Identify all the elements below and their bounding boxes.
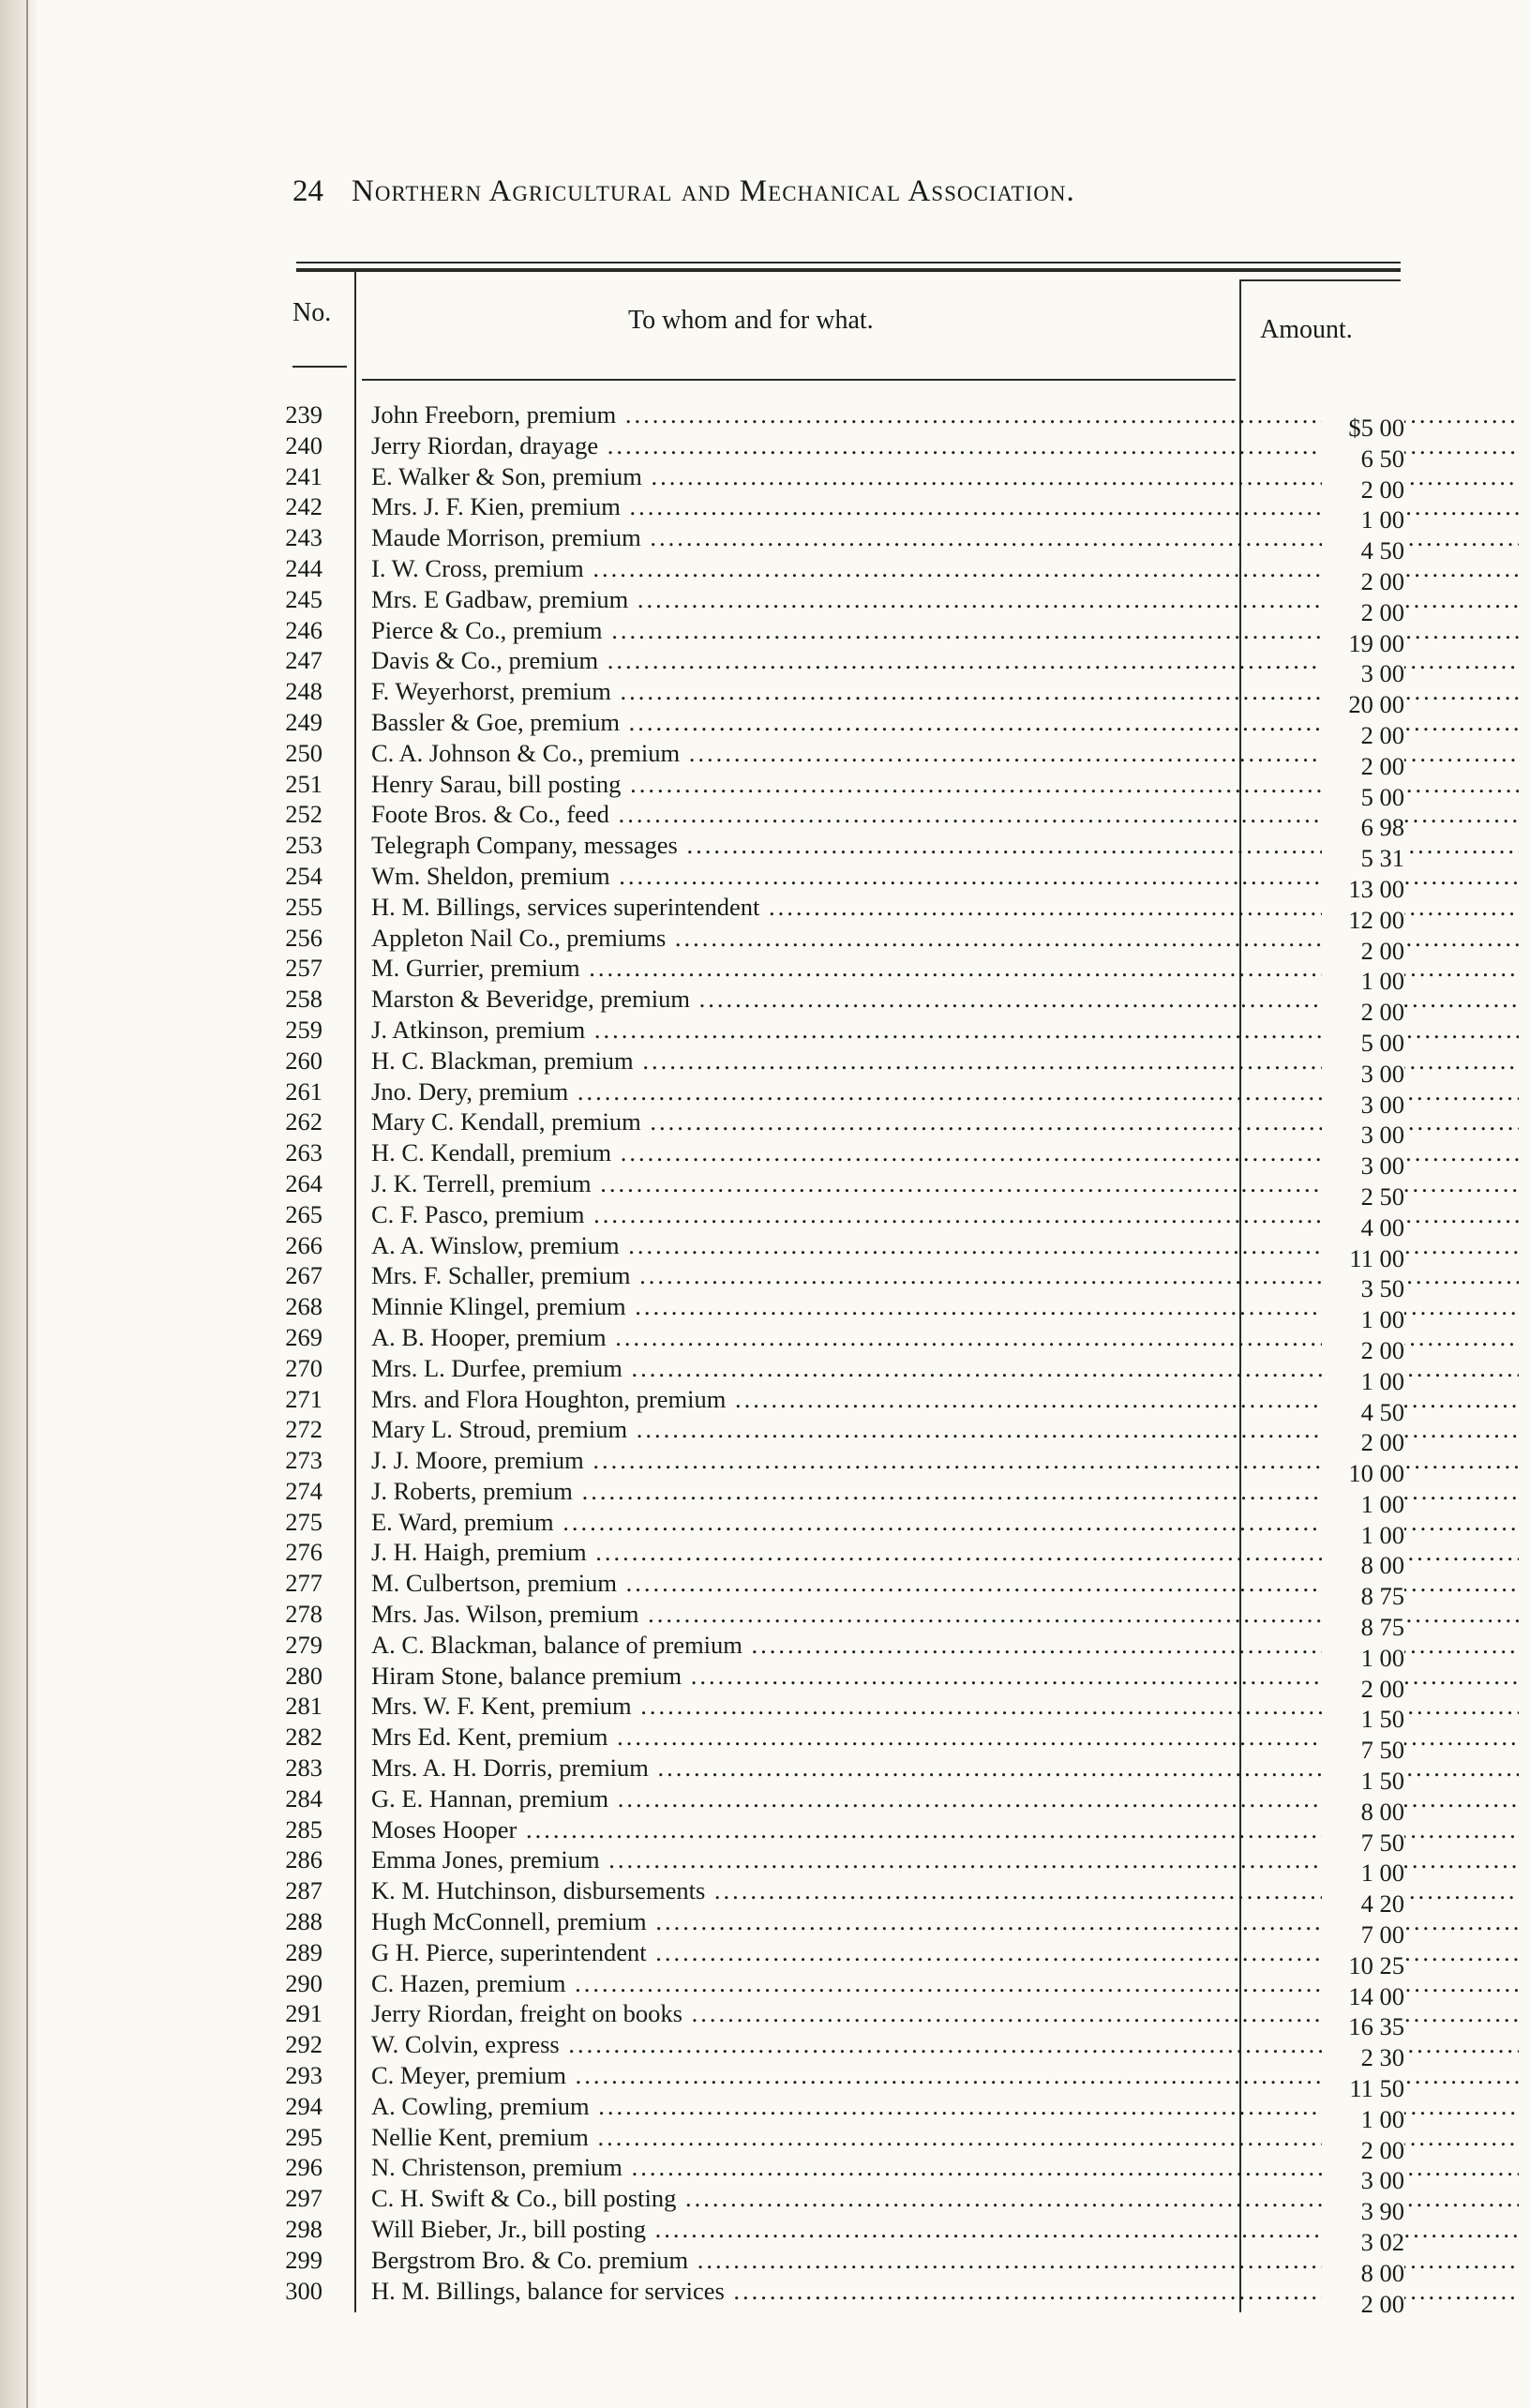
table-row <box>281 1107 1406 1150</box>
entry-amount: 3 00 <box>1322 1060 1404 1089</box>
entry-description: Foote Bros. & Co., feed ..... <box>371 800 1519 828</box>
table-row <box>281 2122 1406 2164</box>
entry-number: 244 <box>285 553 322 582</box>
entry-description: C. Hazen, premium ..... <box>371 1969 1519 1997</box>
entry-amount: 3 50 <box>1322 1274 1404 1303</box>
entry-amount: 6 98 <box>1322 813 1404 842</box>
entry-number: 267 <box>285 1261 322 1290</box>
entry-description: Jno. Dery, premium ..... <box>371 1077 1519 1106</box>
entry-description: Mrs. L. Durfee, premium ..... <box>371 1354 1519 1382</box>
entry-description: A. C. Blackman, balance of premium ..... <box>371 1631 1519 1659</box>
entry-number: 239 <box>285 400 322 429</box>
table-row <box>281 1845 1406 1888</box>
table-row <box>281 615 1406 657</box>
entry-amount: 5 00 <box>1322 1029 1404 1058</box>
entry-amount: 1 00 <box>1322 967 1404 996</box>
entry-number: 240 <box>285 430 322 459</box>
table-row <box>281 861 1406 903</box>
entry-number: 265 <box>285 1199 322 1228</box>
table-row <box>281 1907 1406 1949</box>
entry-number: 252 <box>285 800 322 829</box>
entry-number: 289 <box>285 1937 322 1966</box>
entry-number: 249 <box>285 707 322 736</box>
entry-amount: 5 31 <box>1322 844 1404 873</box>
entry-amount: 2 00 <box>1322 2136 1404 2165</box>
table-row <box>281 892 1406 934</box>
table-row <box>281 1230 1406 1272</box>
entry-description: C. Meyer, premium ..... <box>371 2061 1519 2089</box>
entry-description: Mrs. W. F. Kent, premium ..... <box>371 1692 1519 1720</box>
entry-amount: 1 00 <box>1322 1859 1404 1888</box>
table-row <box>281 1876 1406 1919</box>
table-row <box>281 1261 1406 1303</box>
table-row <box>281 1322 1406 1364</box>
top-rule-thin <box>296 262 1401 263</box>
table-row <box>281 523 1406 565</box>
entry-amount: 6 50 <box>1322 444 1404 474</box>
entry-amount: 11 00 <box>1322 1244 1404 1273</box>
table-row <box>281 1723 1406 1765</box>
entry-number: 264 <box>285 1168 322 1197</box>
entry-amount: 2 00 <box>1322 1428 1404 1457</box>
entry-description: E. Walker & Son, premium ..... <box>371 462 1519 490</box>
entry-number: 283 <box>285 1753 322 1783</box>
entry-number: 295 <box>285 2122 322 2151</box>
table-row <box>281 1168 1406 1211</box>
table-row <box>281 2215 1406 2257</box>
entry-number: 296 <box>285 2153 322 2182</box>
entry-amount: 11 50 <box>1322 2074 1404 2103</box>
table-row <box>281 1415 1406 1457</box>
entry-number: 281 <box>285 1692 322 1721</box>
entry-number: 276 <box>285 1538 322 1567</box>
entry-amount: 8 75 <box>1322 1582 1404 1611</box>
entry-description: M. Culbertson, premium ..... <box>371 1569 1519 1597</box>
entry-description: A. A. Winslow, premium ..... <box>371 1231 1519 1259</box>
entry-description: F. Weyerhorst, premium ..... <box>371 677 1519 705</box>
table-row <box>281 1692 1406 1734</box>
entry-number: 242 <box>285 492 322 521</box>
page-title: Northern Agricultural and Mechanical Association. <box>352 174 1075 208</box>
entry-number: 290 <box>285 1968 322 1997</box>
entry-number: 287 <box>285 1876 322 1905</box>
top-rule-third <box>1239 279 1401 281</box>
entry-number: 247 <box>285 646 322 675</box>
entry-number: 250 <box>285 738 322 767</box>
entry-description: J. Roberts, premium ..... <box>371 1477 1519 1505</box>
entry-amount: 2 00 <box>1322 752 1404 781</box>
table-row <box>281 2276 1406 2318</box>
table-row <box>281 2030 1406 2072</box>
entry-number: 294 <box>285 2091 322 2120</box>
entry-amount: 14 00 <box>1322 1982 1404 2011</box>
table-row <box>281 461 1406 504</box>
table-row <box>281 923 1406 965</box>
entry-amount: 7 00 <box>1322 1920 1404 1949</box>
entry-amount: 2 00 <box>1322 998 1404 1027</box>
table-row <box>281 1968 1406 2010</box>
entry-amount: 4 50 <box>1322 536 1404 565</box>
table-row <box>281 1538 1406 1580</box>
entry-number: 288 <box>285 1907 322 1936</box>
entry-description: C. H. Swift & Co., bill posting ..... <box>371 2184 1519 2212</box>
entry-number: 285 <box>285 1814 322 1844</box>
entry-description: A. Cowling, premium ..... <box>371 2092 1519 2120</box>
entry-number: 263 <box>285 1138 322 1167</box>
table-row <box>281 1783 1406 1826</box>
entry-number: 266 <box>285 1230 322 1259</box>
entry-description: C. F. Pasco, premium ..... <box>371 1200 1519 1228</box>
page-edge-shadow <box>0 0 39 2408</box>
entry-description: Mrs. F. Schaller, premium ..... <box>371 1261 1519 1289</box>
table-row <box>281 1814 1406 1857</box>
page-edge-line <box>26 0 28 2408</box>
entry-number: 246 <box>285 615 322 644</box>
table-row <box>281 1999 1406 2041</box>
entry-description: H. C. Kendall, premium ..... <box>371 1138 1519 1166</box>
entry-amount: 1 00 <box>1322 1490 1404 1519</box>
entry-description: Mary L. Stroud, premium ..... <box>371 1415 1519 1443</box>
entry-amount: 3 00 <box>1322 1091 1404 1120</box>
entry-number: 275 <box>285 1507 322 1536</box>
table-row <box>281 430 1406 473</box>
table-row <box>281 2061 1406 2103</box>
table-row <box>281 584 1406 626</box>
entry-number: 243 <box>285 523 322 552</box>
entry-amount: 2 30 <box>1322 2043 1404 2072</box>
entry-description: Mrs Ed. Kent, premium ..... <box>371 1723 1519 1751</box>
entry-description: Mrs. Jas. Wilson, premium ..... <box>371 1600 1519 1628</box>
entry-number: 270 <box>285 1353 322 1382</box>
entry-description: Mrs. and Flora Houghton, premium ..... <box>371 1385 1519 1413</box>
entry-number: 241 <box>285 461 322 490</box>
entry-description: Pierce & Co., premium ..... <box>371 616 1519 644</box>
entry-description: J. H. Haigh, premium ..... <box>371 1538 1519 1566</box>
entry-amount: 1 00 <box>1322 1521 1404 1550</box>
entry-number: 262 <box>285 1107 322 1136</box>
entry-amount: 1 50 <box>1322 1767 1404 1796</box>
entry-description: John Freeborn, premium ..... <box>371 400 1519 429</box>
entry-number: 255 <box>285 892 322 921</box>
entry-number: 279 <box>285 1630 322 1659</box>
entry-amount: 2 00 <box>1322 2290 1404 2319</box>
ledger-table <box>281 400 1406 2318</box>
entry-amount: 7 50 <box>1322 1736 1404 1765</box>
entry-amount: 16 35 <box>1322 2012 1404 2041</box>
entry-number: 300 <box>285 2276 322 2305</box>
entry-number: 256 <box>285 923 322 952</box>
entry-description: Nellie Kent, premium ..... <box>371 2123 1519 2151</box>
entry-description: Emma Jones, premium ..... <box>371 1845 1519 1874</box>
table-row <box>281 1384 1406 1426</box>
table-row <box>281 1199 1406 1242</box>
entry-number: 292 <box>285 2030 322 2059</box>
table-row <box>281 1476 1406 1518</box>
entry-amount: 1 00 <box>1322 1305 1404 1334</box>
entry-number: 248 <box>285 677 322 706</box>
table-row <box>281 492 1406 534</box>
entry-description: Appleton Nail Co., premiums ..... <box>371 924 1519 952</box>
page-header <box>292 174 1399 221</box>
entry-number: 286 <box>285 1845 322 1874</box>
column-header-description: To whom and for what. <box>628 306 874 335</box>
table-row <box>281 1353 1406 1395</box>
entry-number: 280 <box>285 1661 322 1690</box>
entry-number: 293 <box>285 2061 322 2090</box>
entry-description: H. M. Billings, balance for services ..... <box>371 2277 1519 2305</box>
entry-amount: 2 50 <box>1322 1182 1404 1212</box>
entry-description: G H. Pierce, superintendent ..... <box>371 1938 1519 1966</box>
entry-number: 282 <box>285 1723 322 1752</box>
entry-number: 272 <box>285 1415 322 1444</box>
column-header-amount: Amount. <box>1260 315 1353 344</box>
entry-description: Bergstrom Bro. & Co. premium ..... <box>371 2246 1519 2274</box>
entry-description: Bassler & Goe, premium ..... <box>371 708 1519 736</box>
entry-amount: 1 00 <box>1322 2105 1404 2134</box>
entry-description: N. Christenson, premium ..... <box>371 2153 1519 2181</box>
table-row <box>281 707 1406 749</box>
entry-description: Wm. Sheldon, premium ..... <box>371 862 1519 890</box>
entry-amount: 8 00 <box>1322 2259 1404 2288</box>
entry-amount: 12 00 <box>1322 906 1404 935</box>
entry-description: Marston & Beveridge, premium ..... <box>371 985 1519 1013</box>
entry-description: I. W. Cross, premium ..... <box>371 554 1519 582</box>
entry-amount: 3 00 <box>1322 2166 1404 2195</box>
entry-amount: 19 00 <box>1322 629 1404 658</box>
entry-description: Minnie Klingel, premium ..... <box>371 1292 1519 1320</box>
entry-amount: 8 00 <box>1322 1551 1404 1580</box>
entry-number: 278 <box>285 1600 322 1629</box>
entry-description: Jerry Riordan, freight on books ..... <box>371 1999 1519 2027</box>
table-row <box>281 400 1406 442</box>
entry-number: 245 <box>285 584 322 613</box>
table-row <box>281 1046 1406 1088</box>
entry-amount: 2 00 <box>1322 1675 1404 1704</box>
top-rule-thick <box>296 268 1401 272</box>
entry-amount: 2 00 <box>1322 598 1404 627</box>
entry-number: 261 <box>285 1076 322 1106</box>
table-row <box>281 1507 1406 1549</box>
entry-number: 273 <box>285 1446 322 1475</box>
header-underline-description <box>362 379 1236 381</box>
entry-description: Will Bieber, Jr., bill posting ..... <box>371 2215 1519 2243</box>
table-row <box>281 1630 1406 1672</box>
entry-amount: 4 00 <box>1322 1213 1404 1242</box>
table-row <box>281 1600 1406 1642</box>
page-number: 24 <box>292 174 323 208</box>
table-row <box>281 553 1406 595</box>
table-row <box>281 646 1406 688</box>
entry-description: C. A. Johnson & Co., premium ..... <box>371 739 1519 767</box>
table-row <box>281 738 1406 780</box>
table-row <box>281 985 1406 1027</box>
entry-description: Telegraph Company, messages ..... <box>371 831 1519 859</box>
entry-description: J. K. Terrell, premium ..... <box>371 1169 1519 1197</box>
entry-description: Davis & Co., premium ..... <box>371 646 1519 674</box>
table-row <box>281 1753 1406 1796</box>
entry-amount: 13 00 <box>1322 875 1404 904</box>
entry-amount: 1 00 <box>1322 1644 1404 1673</box>
entry-amount: 20 00 <box>1322 690 1404 719</box>
table-row <box>281 2091 1406 2133</box>
entry-description: J. J. Moore, premium ..... <box>371 1446 1519 1474</box>
entry-amount: 1 00 <box>1322 505 1404 534</box>
table-row <box>281 1015 1406 1057</box>
table-row <box>281 1661 1406 1703</box>
entry-number: 297 <box>285 2184 322 2213</box>
entry-amount: 2 00 <box>1322 1336 1404 1365</box>
entry-number: 299 <box>285 2245 322 2274</box>
table-row <box>281 831 1406 873</box>
entry-description: Moses Hooper ..... <box>371 1815 1519 1844</box>
entry-description: Hiram Stone, balance premium ..... <box>371 1662 1519 1690</box>
table-row <box>281 677 1406 719</box>
entry-number: 254 <box>285 861 322 890</box>
entry-amount: 10 25 <box>1322 1951 1404 1980</box>
entry-amount: 1 00 <box>1322 1367 1404 1396</box>
table-row <box>281 800 1406 842</box>
table-row <box>281 1569 1406 1611</box>
entry-amount: 2 00 <box>1322 937 1404 966</box>
entry-amount: 3 90 <box>1322 2197 1404 2226</box>
entry-number: 259 <box>285 1015 322 1044</box>
table-row <box>281 769 1406 811</box>
entry-description: Jerry Riordan, drayage ..... <box>371 431 1519 459</box>
entry-amount: 4 50 <box>1322 1398 1404 1427</box>
table-row <box>281 1076 1406 1119</box>
entry-description: E. Ward, premium ..... <box>371 1508 1519 1536</box>
entry-amount: 3 00 <box>1322 1121 1404 1150</box>
entry-amount: 3 00 <box>1322 659 1404 688</box>
table-row <box>281 1446 1406 1488</box>
entry-number: 291 <box>285 1999 322 2028</box>
entry-number: 269 <box>285 1322 322 1351</box>
entry-description: J. Atkinson, premium ..... <box>371 1016 1519 1044</box>
entry-description: Henry Sarau, bill posting ..... <box>371 770 1519 798</box>
entry-amount: 3 02 <box>1322 2228 1404 2257</box>
entry-description: Mrs. A. H. Dorris, premium ..... <box>371 1753 1519 1782</box>
entry-description: G. E. Hannan, premium ..... <box>371 1784 1519 1813</box>
table-row <box>281 2184 1406 2226</box>
entry-description: Hugh McConnell, premium ..... <box>371 1907 1519 1935</box>
entry-amount: 7 50 <box>1322 1829 1404 1858</box>
entry-number: 298 <box>285 2215 322 2244</box>
entry-amount: 3 00 <box>1322 1151 1404 1181</box>
entry-description: Maude Morrison, premium ..... <box>371 523 1519 551</box>
entry-description: K. M. Hutchinson, disbursements ..... <box>371 1876 1519 1904</box>
header-underline-no <box>292 366 347 368</box>
entry-number: 251 <box>285 769 322 798</box>
entry-amount: 10 00 <box>1322 1459 1404 1488</box>
entry-amount: 5 00 <box>1322 783 1404 812</box>
entry-amount: 1 50 <box>1322 1705 1404 1734</box>
table-row <box>281 2153 1406 2195</box>
entry-description: Mrs. E Gadbaw, premium ..... <box>371 585 1519 613</box>
entry-number: 271 <box>285 1384 322 1413</box>
entry-number: 260 <box>285 1046 322 1075</box>
entry-number: 274 <box>285 1476 322 1505</box>
entry-amount: 8 75 <box>1322 1613 1404 1642</box>
entry-description: Mrs. J. F. Kien, premium ..... <box>371 492 1519 520</box>
entry-amount: 2 00 <box>1322 475 1404 504</box>
entry-number: 268 <box>285 1292 322 1321</box>
entry-description: H. M. Billings, services superintendent ..... <box>371 893 1519 921</box>
entry-description: H. C. Blackman, premium ..... <box>371 1046 1519 1075</box>
entry-number: 258 <box>285 985 322 1014</box>
entry-amount: 2 00 <box>1322 567 1404 596</box>
entry-description: W. Colvin, express ..... <box>371 2030 1519 2058</box>
table-row <box>281 1937 1406 1979</box>
entry-amount: 4 20 <box>1322 1889 1404 1919</box>
entry-number: 277 <box>285 1569 322 1598</box>
column-header-no: No. <box>292 298 332 327</box>
entry-amount: 2 00 <box>1322 721 1404 750</box>
entry-description: A. B. Hooper, premium ..... <box>371 1323 1519 1351</box>
entry-description: Mary C. Kendall, premium ..... <box>371 1107 1519 1136</box>
table-row <box>281 1138 1406 1181</box>
table-row <box>281 954 1406 996</box>
table-row <box>281 1292 1406 1334</box>
table-row <box>281 2245 1406 2287</box>
entry-description: M. Gurrier, premium ..... <box>371 954 1519 982</box>
entry-amount: 8 00 <box>1322 1798 1404 1827</box>
entry-number: 253 <box>285 831 322 860</box>
entry-number: 284 <box>285 1783 322 1813</box>
entry-amount: $5 00 <box>1322 414 1404 443</box>
entry-number: 257 <box>285 954 322 983</box>
